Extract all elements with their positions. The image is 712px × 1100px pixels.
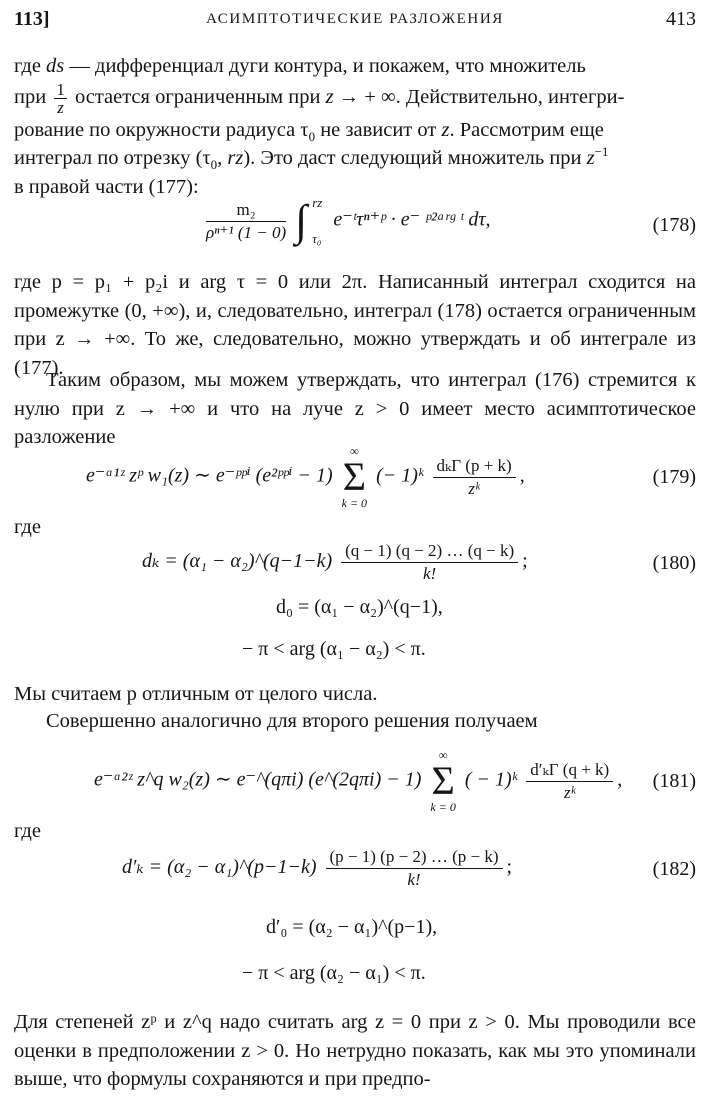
- running-header: [14, 8, 696, 34]
- page-number: 413: [666, 8, 696, 30]
- paragraph-1: где ds — дифференциал дуги контура, и покажем, что множитель при $\frac{1}{z}$ остается ограниченным при z → + ∞. Действительно, интегри- рование по окружности радиуса $\tau_0$ не зависит от z. Рассмотрим еще интеграл по отрезку ($\tau_0$, rz). Это даст следующий множитель при $z^{-1}$ в правой части (177):: [14, 55, 625, 198]
- equation-178: $\frac{\text{m₂}}{\text{ρⁿ⁺¹ (1 − 0)}}$ ∫ rz τ₀ e⁻ᵗτⁿ⁺ᵖ · e⁻ ᵖ²ᵃʳᵍ ᵗ dτ, (178): [206, 195, 696, 246]
- equation-number: (178): [652, 214, 696, 236]
- summation-sign: ∞ Σ k = 0: [341, 444, 368, 510]
- where-word: где: [14, 516, 41, 538]
- summation-sign: ∞ Σ k = 0: [430, 748, 456, 814]
- equation-181: e⁻ᵅ²ᶻ z^q w₂(z) ∼ e⁻^(qπi) (e^(2qπi) − 1) ∞ Σ k = 0 ( − 1)ᵏ $\frac{\text{d′ₖΓ (q + k)}}{\text{zᵏ}}$ , (181): [94, 748, 696, 814]
- equation-number: (180): [652, 552, 696, 574]
- where-word: где: [14, 820, 41, 842]
- paragraph-4: Мы считаем p отличным от целого числа.: [14, 683, 378, 705]
- fraction-one-over-z: $\frac{1}{z}$: [56, 79, 65, 117]
- equation-180: dₖ = (α₁ − α₂)^(q−1−k) $\frac{(q - 1) (q - 2) \dots (q - k)}{k!}$ ; (180) d₀ = (α₁ − α₂)^(q−1), − π < arg (α₁ − α₂) < π.: [142, 541, 696, 660]
- running-title: АСИМПТОТИЧЕСКИЕ РАЗЛОЖЕНИЯ: [206, 11, 504, 27]
- equation-179: e⁻ᵅ¹ᶻ zᵖ w₁(z) ∼ e⁻ᵖᵖⁱ (e²ᵖᵖⁱ − 1) ∞ Σ k = 0 (− 1)ᵏ dₖΓ (p + k) zᵏ , (179): [86, 444, 696, 510]
- section-number: 113]: [14, 8, 50, 30]
- paragraph-5: Совершенно аналогично для второго решения получаем: [46, 710, 538, 732]
- paragraph-6: Для степеней zᵖ и z^q надо считать arg z = 0 при z > 0. Мы проводили все оценки в предположении z > 0. Но нетрудно показать, как мы это упоминали выше, что формулы сохраняются и при предпо-: [14, 1011, 696, 1090]
- integral-sign: ∫: [295, 196, 308, 245]
- equation-number: (179): [652, 466, 696, 488]
- equation-number: (181): [652, 770, 696, 792]
- paragraph-3: Таким образом, мы можем утверждать, что интеграл (176) стремится к нулю при z → +∞ и что на луче z > 0 имеет место асимптотическое разложение: [14, 369, 696, 448]
- paragraph-2: где p = p₁ + p₂i и arg τ = 0 или 2π. Написанный интеграл сходится на промежутке (0, +∞), и, следовательно, интеграл (178) остается ограниченным при z → +∞. То же, следовательно, можно утверждать и об интеграле из (177).: [14, 271, 696, 379]
- equation-182: d′ₖ = (α₂ − α₁)^(p−1−k) $\frac{(p - 1) (p - 2) \dots (p - k)}{k!}$ ; (182) d′₀ = (α₂ − α₁)^(p−1), − π < arg (α₂ − α₁) < π.: [122, 847, 696, 984]
- equation-number: (182): [652, 858, 696, 880]
